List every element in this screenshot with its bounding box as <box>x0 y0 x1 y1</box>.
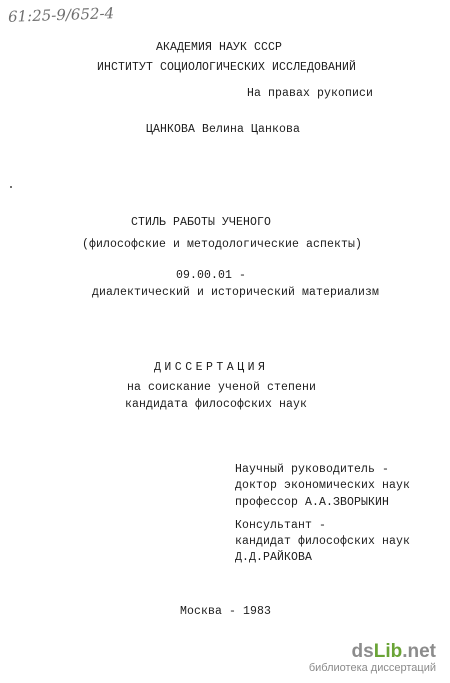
supervisor-name: профессор А.А.ЗВОРЫКИН <box>235 496 390 509</box>
consultant-role: Консультант - <box>235 519 327 532</box>
author-name: ЦАНКОВА Велина Цанкова <box>146 123 301 136</box>
consultant-name: Д.Д.РАЙКОВА <box>235 551 313 564</box>
archive-stamp: 61:25-9/652-4 <box>7 4 115 26</box>
dslib-tagline: библиотека диссертаций <box>308 662 436 674</box>
supervisor-role: Научный руководитель - <box>235 463 390 476</box>
scan-speck <box>10 186 12 188</box>
dslib-watermark <box>309 642 436 675</box>
institution-institute: ИНСТИТУТ СОЦИОЛОГИЧЕСКИХ ИССЛЕДОВАНИЙ <box>97 61 357 74</box>
dissertation-title: СТИЛЬ РАБОТЫ УЧЕНОГО <box>131 216 272 229</box>
institution-academy: АКАДЕМИЯ НАУК СССР <box>156 41 283 54</box>
degree-line-2: кандидата философских наук <box>125 398 308 411</box>
place-and-year: Москва - 1983 <box>180 605 272 618</box>
rights-note: На правах рукописи <box>247 87 374 100</box>
supervisor-degree: доктор экономических наук <box>235 479 411 492</box>
work-type: ДИССЕРТАЦИЯ <box>154 361 269 374</box>
consultant-degree: кандидат философских наук <box>235 535 411 548</box>
dslib-logo: dsLib.net <box>351 641 436 662</box>
specialty-code: 09.00.01 - <box>176 269 247 282</box>
specialty-name: диалектический и исторический материализм <box>92 286 380 299</box>
degree-line-1: на соискание ученой степени <box>127 381 317 394</box>
dissertation-subtitle: (философские и методологические аспекты) <box>82 238 363 251</box>
